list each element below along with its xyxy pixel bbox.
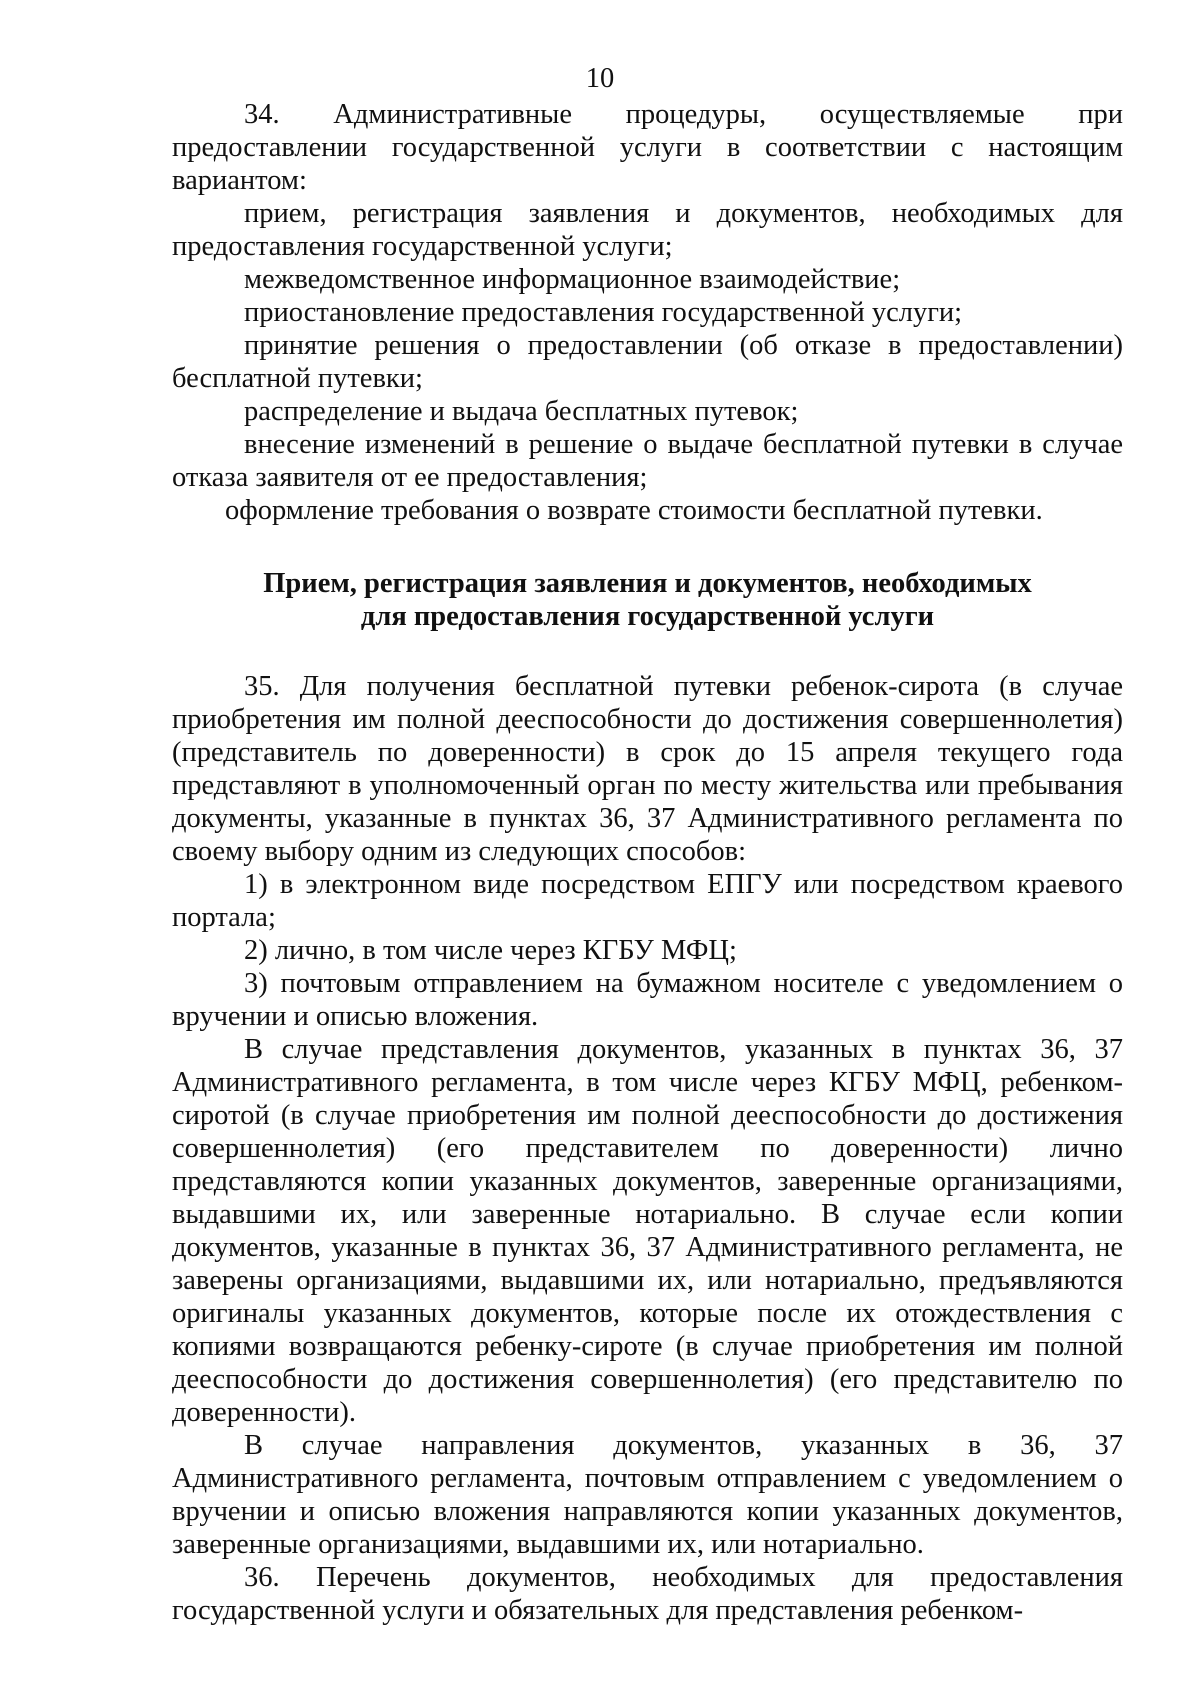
procedure-item: принятие решения о предоставлении (об отказе в предоставлении) бесплатной путевки; xyxy=(172,330,1123,394)
section-heading xyxy=(172,567,1123,633)
procedure-item: приостановление предоставления государственной услуги; xyxy=(244,297,963,328)
paragraph-copies: В случае представления документов, указанных в пунктах 36, 37 Административного регламента, в том числе через КГБУ МФЦ, ребенком-сиротой (в случае приобретения им полной дееспособности до достижения совершеннолетия) (его представителем по доверенности) лично представляются копии указанных документов, заверенные организациями, выдавшими их, или заверенные нотариально. В случае если копии документов, указанные в пунктах 36, 37 Административного регламента, не заверены организациями, выдавшими их, или нотариально, предъявляются оригиналы указанных документов, которые после их отождествления с копиями возвращаются ребенку-сироте (в случае приобретения им полной дееспособности до достижения совершеннолетия) (его представителю по доверенности). xyxy=(172,1034,1123,1428)
submission-way-3: 3) почтовым отправлением на бумажном носителе с уведомлением о вручении и описью вложения. xyxy=(172,968,1123,1032)
procedure-item: оформление требования о возврате стоимости бесплатной путевки. xyxy=(225,495,1043,526)
submission-way-1: 1) в электронном виде посредством ЕПГУ или посредством краевого портала; xyxy=(172,869,1123,933)
page-number: 10 xyxy=(585,63,615,94)
procedure-item: распределение и выдача бесплатных путевок; xyxy=(244,396,799,427)
paragraph-mail: В случае направления документов, указанных в 36, 37 Административного регламента, почтовым отправлением с уведомлением о вручении и описью вложения направляются копии указанных документов, заверенные организациями, выдавшими их, или нотариально. xyxy=(172,1430,1123,1560)
document-body xyxy=(172,98,1123,1627)
procedure-item: внесение изменений в решение о выдаче бесплатной путевки в случае отказа заявителя от ее предоставления; xyxy=(172,429,1123,493)
section-heading-line-1: Прием, регистрация заявления и документов, необходимых xyxy=(263,568,1032,599)
paragraph-35: 35. Для получения бесплатной путевки ребенок-сирота (в случае приобретения им полной дееспособности до достижения совершеннолетия) (представитель по доверенности) в срок до 15 апреля текущего года представляют в уполномоченный орган по месту жительства или пребывания документы, указанные в пунктах 36, 37 Административного регламента по своему выбору одним из следующих способов: xyxy=(172,671,1123,867)
paragraph-34: 34. Административные процедуры, осуществляемые при предоставлении государственной услуги в соответствии с настоящим вариантом: xyxy=(172,99,1123,196)
paragraph-36: 36. Перечень документов, необходимых для предоставления государственной услуги и обязательных для представления ребенком- xyxy=(172,1562,1123,1626)
procedure-item: прием, регистрация заявления и документов, необходимых для предоставления государственной услуги; xyxy=(172,198,1123,262)
procedure-item: межведомственное информационное взаимодействие; xyxy=(244,264,901,295)
submission-way-2: 2) лично, в том числе через КГБУ МФЦ; xyxy=(244,935,737,966)
section-heading-line-2: для предоставления государственной услуги xyxy=(360,601,935,632)
